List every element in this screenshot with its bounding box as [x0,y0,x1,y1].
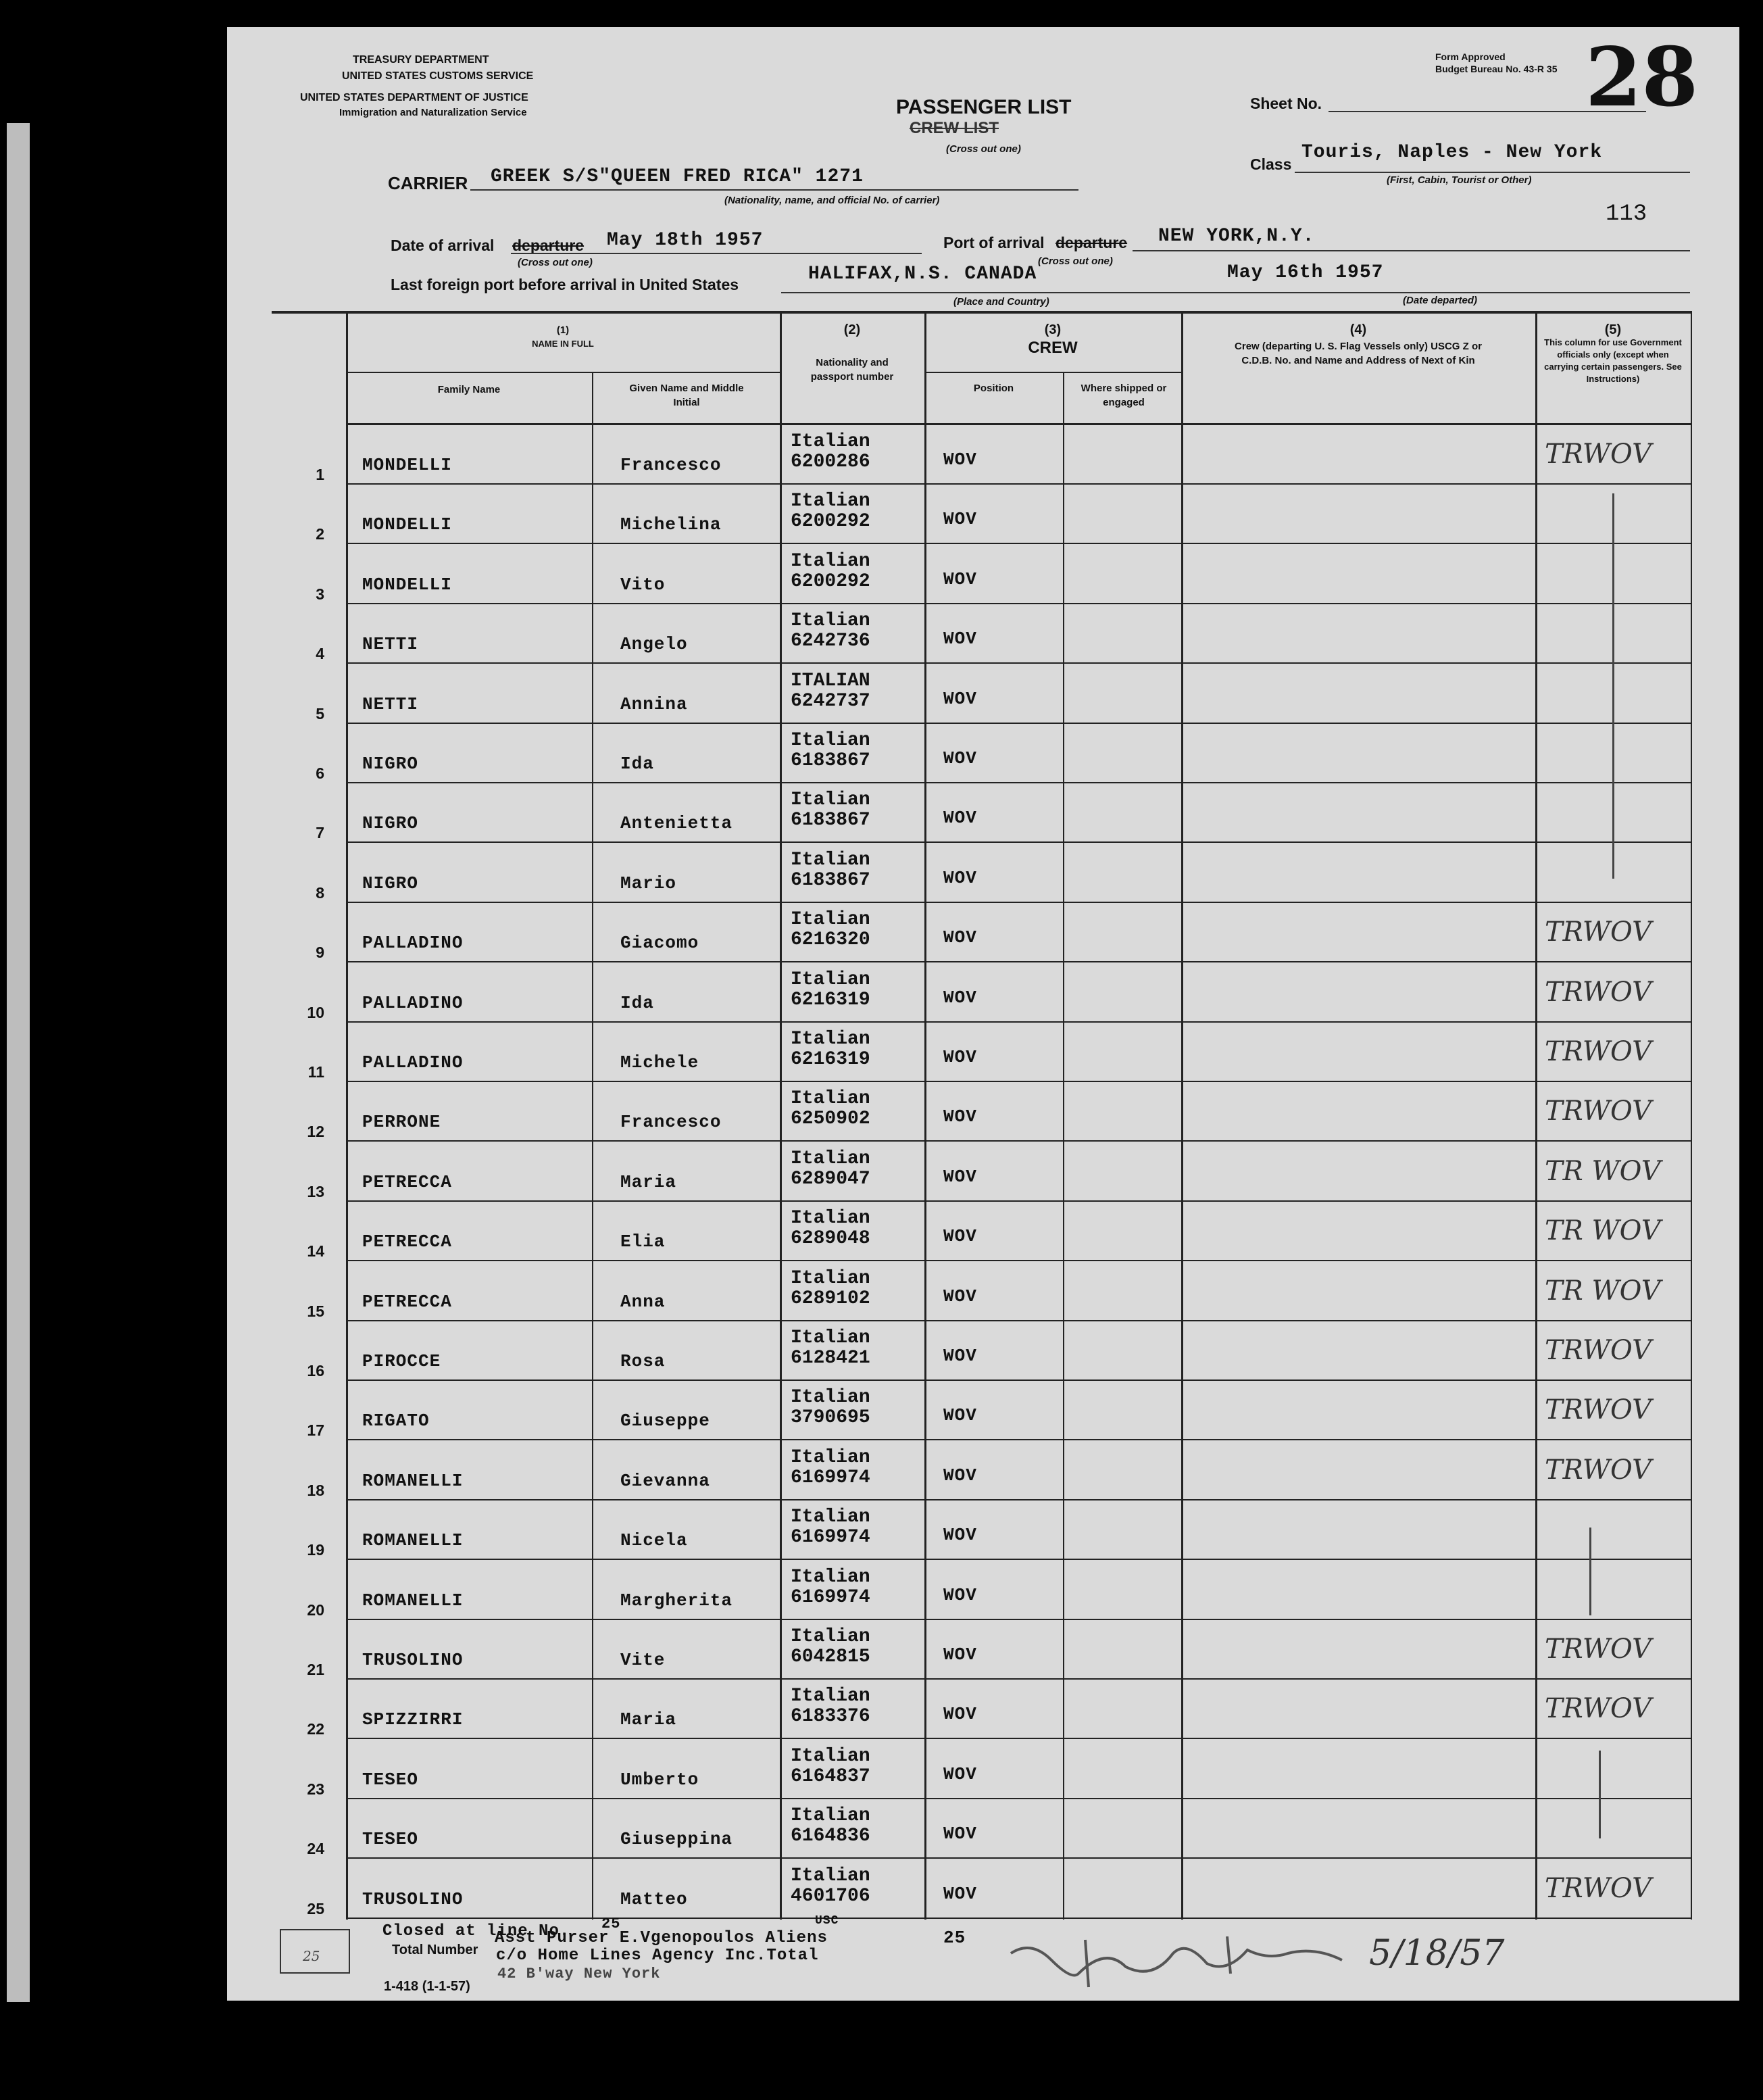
passport-number: 3790695 [791,1407,870,1428]
table-top-rule [272,311,1691,314]
nationality: Italian [791,1208,870,1229]
position: WOV [943,1106,977,1127]
position: WOV [943,1764,977,1784]
table-row [227,485,1739,544]
table-row [227,545,1739,604]
position: WOV [943,987,977,1008]
passport-number: 6216319 [791,990,870,1010]
row-rule [346,543,1691,544]
table-row [227,963,1739,1023]
inspector-remark: TRWOV [1545,439,1652,470]
nationality: Italian [791,610,870,631]
table-row [227,1859,1739,1919]
table-row [227,783,1739,843]
nationality: Italian [791,1327,870,1348]
row-number: 14 [307,1242,324,1260]
agency-line: c/o Home Lines Agency Inc.Total [496,1947,819,1965]
passport-number: 6169974 [791,1587,870,1608]
port-line [1133,250,1690,251]
family-name: NIGRO [362,754,419,774]
position: WOV [943,1884,977,1904]
form-title: PASSENGER LIST [896,96,1072,118]
row-number: 24 [307,1840,324,1857]
family-name: PETRECCA [362,1172,452,1192]
row-rule [346,662,1691,664]
row-number: 21 [307,1661,324,1678]
passenger-list-form [227,27,1739,2001]
nationality: Italian [791,1447,870,1468]
family-name: NIGRO [362,873,419,894]
family-name: TRUSOLINO [362,1650,464,1670]
row-rule [346,1559,1691,1560]
family-name: TRUSOLINO [362,1889,464,1909]
ditto-stroke-1 [1612,493,1614,879]
closed-label: Closed at line No. [382,1922,570,1940]
row-number: 6 [316,764,324,782]
table-row [227,1262,1739,1321]
col-nationality-header: Nationality and passport number [810,357,894,383]
total-label: Total Number [392,1943,478,1957]
passport-number: 6242737 [791,691,870,712]
row-number: 12 [307,1123,324,1140]
row-rule [346,961,1691,962]
table-row [227,1381,1739,1440]
inspector-remark: TRWOV [1545,917,1652,948]
position: WOV [943,1047,977,1067]
nationality: Italian [791,1686,870,1707]
passport-number: 6289102 [791,1288,870,1309]
date-struck: departure [512,237,585,254]
position: WOV [943,1167,977,1187]
passport-number: 6169974 [791,1527,870,1548]
position: WOV [943,808,977,828]
nationality: Italian [791,1387,870,1408]
row-number: 3 [316,585,324,603]
date-departed-hint: (Date departed) [1403,295,1478,306]
position: WOV [943,927,977,948]
nationality: Italian [791,1746,870,1767]
row-number: 2 [316,525,324,543]
row-rule [346,1918,1691,1919]
given-name: Matteo [620,1889,688,1909]
passport-number: 6216319 [791,1049,870,1070]
position: WOV [943,1286,977,1307]
nationality: Italian [791,1507,870,1528]
passport-number: 6289048 [791,1228,870,1249]
row-number: 22 [307,1720,324,1738]
date-value: May 18th 1957 [607,230,764,251]
passport-number: 6200292 [791,511,870,532]
aliens-count: 25 [943,1928,966,1948]
given-name: Margherita [620,1590,733,1611]
nationality: Italian [791,789,870,810]
position: WOV [943,1704,977,1724]
ditto-stroke-2 [1589,1528,1591,1615]
passport-number: 6183376 [791,1706,870,1727]
table-row [227,1441,1739,1500]
port-hint: (Cross out one) [1038,255,1113,267]
given-name: Rosa [620,1351,666,1371]
col-family-header: Family Name [437,384,501,395]
row-number: 20 [307,1601,324,1619]
scan-left-strip [7,123,30,2002]
inspector-remark: TRWOV [1545,1634,1652,1665]
table-row [227,604,1739,664]
table-row [227,903,1739,962]
date-hint: (Cross out one) [518,257,593,268]
signature-date: 5/18/57 [1369,1933,1505,1974]
row-number: 4 [316,645,324,662]
footer-box-value: 25 [303,1948,320,1964]
inspector-remark: TRWOV [1545,1096,1652,1127]
family-name: PERRONE [362,1112,441,1132]
given-name: Vito [620,575,666,595]
passport-number: 6128421 [791,1348,870,1369]
given-name: Francesco [620,455,722,475]
inspector-remark: TRWOV [1545,977,1652,1008]
family-name: ROMANELLI [362,1590,464,1611]
row-number: 10 [307,1004,324,1021]
inspector-remark: TRWOV [1545,1693,1652,1724]
usc-mark: USC [815,1914,839,1928]
col-position-header: Position [973,383,1014,394]
form-title-struck: CREW LIST [910,119,999,137]
nationality: Italian [791,1148,870,1169]
col2-number: (2) [843,322,861,337]
carrier-value: GREEK S/S"QUEEN FRED RICA" 1271 [491,166,864,187]
passport-number: 6183867 [791,750,870,771]
position: WOV [943,748,977,768]
inspector-remark: TR WOV [1545,1156,1661,1187]
purser: Asst Purser E.Vgenopoulos Aliens [495,1929,828,1947]
given-name: Francesco [620,1112,722,1132]
row-number: 17 [307,1421,324,1439]
position: WOV [943,629,977,649]
position: WOV [943,1644,977,1665]
agency-treasury: TREASURY DEPARTMENT [353,54,489,66]
given-name: Giuseppina [620,1829,733,1849]
table-row [227,1321,1739,1381]
col-given-header: Given Name and Middle Initial [629,383,744,408]
form-approved: Form Approved [1435,51,1506,62]
family-name: PETRECCA [362,1292,452,1312]
nationality: Italian [791,1088,870,1109]
last-port-hint: (Place and Country) [953,296,1049,308]
given-name: Mario [620,873,677,894]
class-label: Class [1250,155,1292,173]
table-row [227,1082,1739,1142]
passport-number: 6200292 [791,571,870,592]
passport-number: 6250902 [791,1108,870,1129]
family-name: NETTI [362,694,419,714]
carrier-label: CARRIER [388,173,468,193]
agency-ins: Immigration and Naturalization Service [339,107,527,118]
col1-title: NAME IN FULL [532,339,594,349]
class-line [1295,172,1690,173]
family-name: PALLADINO [362,933,464,953]
passport-number: 6164837 [791,1766,870,1787]
position: WOV [943,1525,977,1545]
table-row [227,1500,1739,1560]
inspector-remark: TRWOV [1545,1455,1652,1486]
given-name: Giuseppe [620,1411,710,1431]
row-number: 19 [307,1541,324,1559]
class-value: Touris, Naples - New York [1301,142,1603,163]
given-name: Umberto [620,1769,699,1790]
passport-number: 6183867 [791,870,870,891]
header-mid-rule-1 [346,372,780,373]
col5-number: (5) [1604,322,1622,337]
given-name: Michele [620,1052,699,1073]
position: WOV [943,509,977,529]
given-name: Antenietta [620,813,733,833]
row-rule [346,841,1691,843]
passport-number: 6183867 [791,810,870,831]
nationality: Italian [791,969,870,990]
family-name: ROMANELLI [362,1530,464,1550]
table-row [227,1620,1739,1680]
date-label: Date of arrival [391,237,495,254]
title-cross-out-hint: (Cross out one) [946,143,1021,155]
given-name: Michelina [620,514,722,535]
last-port-value: HALIFAX,N.S. CANADA [808,264,1037,285]
position: WOV [943,868,977,888]
inspector-remark: TRWOV [1545,1873,1652,1904]
given-name: Vite [620,1650,666,1670]
family-name: MONDELLI [362,514,452,535]
nationality: Italian [791,1567,870,1588]
nationality: Italian [791,730,870,751]
nationality: ITALIAN [791,670,870,691]
ditto-stroke-3 [1599,1751,1601,1838]
row-number: 18 [307,1482,324,1499]
given-name: Maria [620,1709,677,1730]
header-mid-rule-3 [924,372,1181,373]
last-port-label: Last foreign port before arrival in United States [391,276,739,293]
col-where-header: Where shipped or engaged [1081,383,1167,408]
closed-value: 25 [601,1915,621,1932]
sheet-no-value: 28 [1585,30,1698,125]
port-struck: departure [1056,234,1128,251]
table-row [227,1202,1739,1261]
last-port-line [781,292,1690,293]
col3-number: (3) [1044,322,1062,337]
budget-bureau: Budget Bureau No. 43-R 35 [1435,64,1558,74]
table-row [227,844,1739,903]
table-row [227,425,1739,485]
given-name: Giacomo [620,933,699,953]
row-rule [346,1738,1691,1739]
passport-number: 6216320 [791,929,870,950]
passport-number: 6169974 [791,1467,870,1488]
position: WOV [943,689,977,709]
row-number: 1 [316,466,324,483]
row-number: 16 [307,1362,324,1379]
date-line [511,253,922,254]
row-number: 9 [316,944,324,961]
row-rule [346,1857,1691,1859]
table-row [227,1740,1739,1799]
passport-number: 6164836 [791,1826,870,1847]
given-name: Annina [620,694,688,714]
family-name: PIROCCE [362,1351,441,1371]
nationality: Italian [791,850,870,871]
port-value: NEW YORK,N.Y. [1158,226,1315,247]
inspector-remark: TR WOV [1545,1275,1661,1307]
row-rule [346,1260,1691,1261]
nationality: Italian [791,1805,870,1826]
col-crew-info-header: Crew (departing U. S. Flag Vessels only) USCG Z or C.D.B. No. and Name and Address of Next of Kin [1235,341,1482,366]
family-name: TESEO [362,1769,419,1790]
nationality: Italian [791,1268,870,1289]
carrier-line [470,189,1078,191]
row-number: 7 [316,824,324,841]
family-name: MONDELLI [362,575,452,595]
row-number: 23 [307,1780,324,1798]
passport-number: 6289047 [791,1169,870,1190]
nationality: Italian [791,1626,870,1647]
sheet-no-label: Sheet No. [1250,95,1322,112]
given-name: Elia [620,1231,666,1252]
class-hint: (First, Cabin, Tourist or Other) [1387,174,1532,186]
row-rule [346,1140,1691,1142]
given-name: Angelo [620,634,688,654]
row-rule [346,1439,1691,1440]
carrier-hint: (Nationality, name, and official No. of carrier) [724,195,940,206]
given-name: Nicela [620,1530,688,1550]
family-name: TESEO [362,1829,419,1849]
family-name: PALLADINO [362,1052,464,1073]
nationality: Italian [791,909,870,930]
port-label: Port of arrival [943,234,1045,251]
agency-justice: UNITED STATES DEPARTMENT OF JUSTICE [300,92,528,103]
table-row [227,1561,1739,1620]
col-govt-header: This column for use Government officials only (except when carrying certain passengers. See Instructions) [1544,337,1682,384]
col-crew-header: CREW [1028,339,1078,357]
row-number: 13 [307,1183,324,1200]
given-name: Anna [620,1292,666,1312]
table-row [227,1023,1739,1082]
position: WOV [943,569,977,589]
given-name: Ida [620,993,654,1013]
position: WOV [943,1405,977,1425]
nationality: Italian [791,491,870,512]
nationality: Italian [791,551,870,572]
address-line: 42 B'way New York [497,1965,661,1982]
row-number: 15 [307,1302,324,1320]
row-number: 8 [316,884,324,902]
inspector-remark: TRWOV [1545,1335,1652,1366]
inspector-remark: TR WOV [1545,1215,1661,1246]
given-name: Ida [620,754,654,774]
family-name: ROMANELLI [362,1471,464,1491]
passport-number: 6242736 [791,631,870,652]
agency-customs: UNITED STATES CUSTOMS SERVICE [342,70,534,82]
family-name: PETRECCA [362,1231,452,1252]
inspector-remark: TRWOV [1545,1036,1652,1067]
inspector-signature [1004,1926,1383,1994]
row-number: 5 [316,705,324,723]
table-row [227,1799,1739,1859]
given-name: Maria [620,1172,677,1192]
row-number: 11 [307,1063,324,1081]
family-name: SPIZZIRRI [362,1709,464,1730]
table-row [227,724,1739,783]
family-name: RIGATO [362,1411,430,1431]
family-name: MONDELLI [362,455,452,475]
date-departed-value: May 16th 1957 [1227,262,1384,283]
nationality: Italian [791,1029,870,1050]
col1-number: (1) [556,324,570,336]
form-number: 1-418 (1-1-57) [384,1979,470,1994]
position: WOV [943,1226,977,1246]
position: WOV [943,1465,977,1486]
inspector-remark: TRWOV [1545,1394,1652,1425]
passport-number: 6042815 [791,1646,870,1667]
row-number: 25 [307,1900,324,1918]
passport-number: 4601706 [791,1886,870,1907]
position: WOV [943,1824,977,1844]
nationality: Italian [791,431,870,452]
given-name: Gievanna [620,1471,710,1491]
family-name: PALLADINO [362,993,464,1013]
family-name: NETTI [362,634,419,654]
col4-number: (4) [1349,322,1367,337]
extra-number: 113 [1606,201,1647,227]
table-row [227,664,1739,724]
passport-number: 6200286 [791,451,870,472]
position: WOV [943,1346,977,1366]
nationality: Italian [791,1865,870,1886]
table-row [227,1142,1739,1202]
family-name: NIGRO [362,813,419,833]
position: WOV [943,1585,977,1605]
position: WOV [943,449,977,470]
table-row [227,1680,1739,1739]
